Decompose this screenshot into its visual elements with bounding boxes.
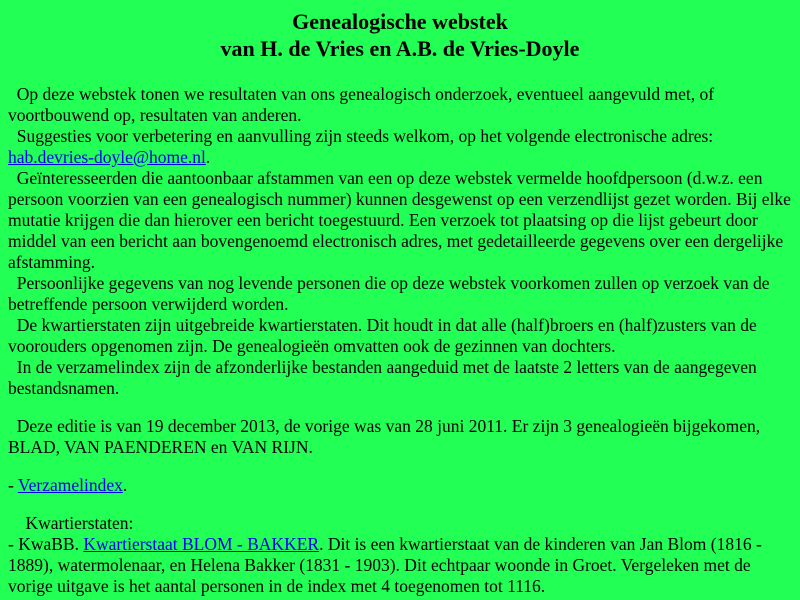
kwartierstaten-section <box>8 513 792 597</box>
page-title-line1: Genealogische webstek <box>292 9 508 34</box>
edition-note: Deze editie is van 19 december 2013, de vorige was van 28 juni 2011. Er zijn 3 genealogieën bijgekomen, BLAD, VAN PAENDEREN en VAN RIJN. <box>8 416 761 457</box>
kwartierstaat-item <box>8 534 792 597</box>
kwartierstaten-heading: Kwartierstaten: <box>8 513 134 533</box>
intro-paragraph-kwartierstaten: De kwartierstaten zijn uitgebreide kwartierstaten. Dit houdt in dat alle (half)broers en (half)zusters van de voorouders opgenomen zijn. De genealogieën omvatten ook de gezinnen van dochters. <box>8 315 757 356</box>
suggestions-period: . <box>205 147 211 167</box>
suggestions-text: Suggesties voor verbetering en aanvulling zijn steeds welkom, op het volgende electronische adres: <box>8 126 714 146</box>
kwartierstaat-blom-bakker-link[interactable]: Kwartierstaat BLOM - BAKKER <box>83 534 320 554</box>
intro-section <box>8 84 792 399</box>
intro-paragraph-privacy: Persoonlijke gegevens van nog levende personen die op deze webstek voorkomen zullen op verzoek van de betreffende persoon verwijderd worden. <box>8 273 770 314</box>
page-title <box>8 8 792 62</box>
kwartierstaat-item-description: . Dit is een kwartierstaat van de kinderen van Jan Blom (1816 - 1889), watermolenaar, en Helena Bakker (1831 - 1903). Dit echtpaar woonde in Groet. Vergeleken met de vorige uitgave is het aantal personen in de index met 4 toegenomen tot 1116. <box>8 534 762 596</box>
verzamelindex-link[interactable]: Verzamelindex <box>17 475 123 495</box>
index-link-prefix: - <box>8 475 18 495</box>
index-link-suffix: . <box>122 475 128 495</box>
page-title-line2: van H. de Vries en A.B. de Vries-Doyle <box>220 36 580 61</box>
intro-paragraph-suggestions <box>8 126 792 168</box>
intro-paragraph-mailing-list: Geïnteresseerden die aantoonbaar afstammen van een op deze webstek vermelde hoofdpersoon (d.w.z. een persoon voorzien van een genealogisch nummer) kunnen desgewenst op een verzendlijst gezet worden. Bij elke mutatie krijgen die dan hierover een bericht toegestuurd. Een verzoek tot plaatsing op die lijst gebeurt door middel van een bericht aan bovengenoemd electronisch adres, met gedetailleerde gegevens over een dergelijke afstamming. <box>8 168 791 272</box>
intro-paragraph-index: In de verzamelindex zijn de afzonderlijke bestanden aangeduid met de laatste 2 letters van de aangegeven bestandsnamen. <box>8 357 757 398</box>
index-link-line <box>8 475 792 496</box>
kwartierstaat-item-prefix: - KwaBB. <box>8 534 84 554</box>
intro-paragraph-research: Op deze webstek tonen we resultaten van ons genealogisch onderzoek, eventueel aangevuld met, of voortbouwend op, resultaten van anderen. <box>8 84 715 125</box>
email-link[interactable]: hab.devries-doyle@home.nl <box>8 147 206 167</box>
